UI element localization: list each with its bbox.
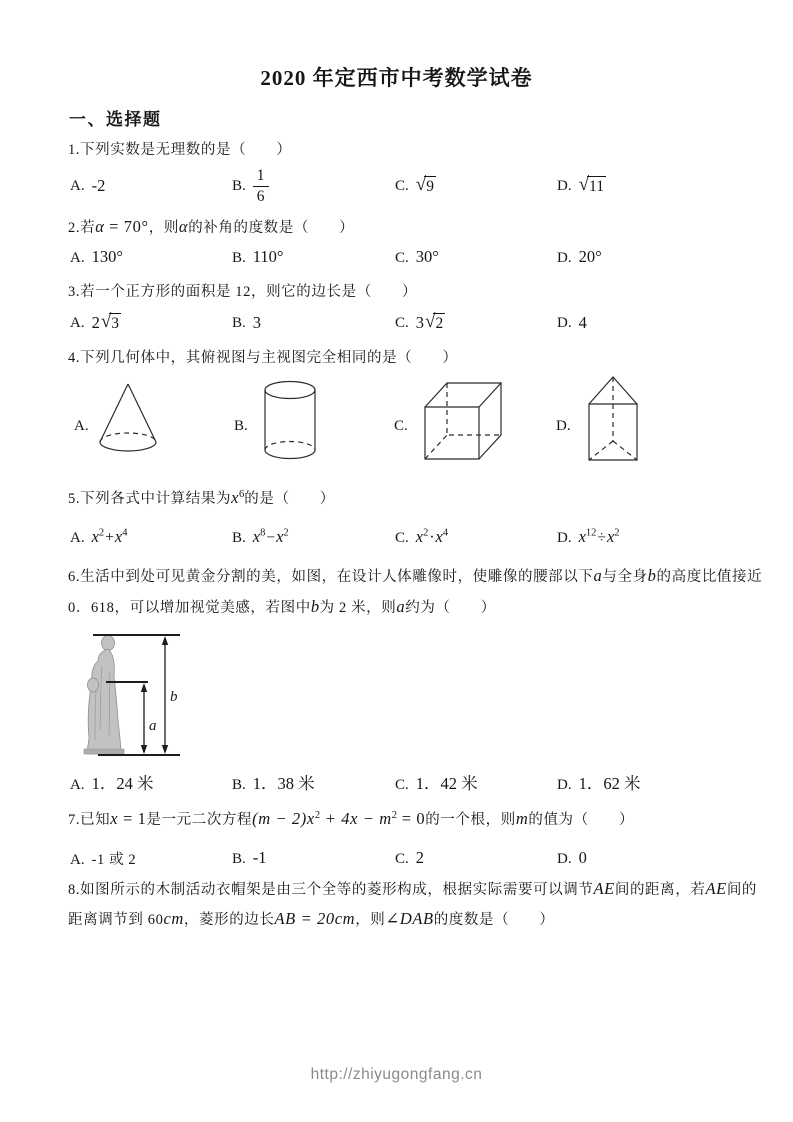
radical-sign: √ bbox=[100, 310, 112, 332]
radical-sign: √ bbox=[578, 173, 590, 195]
option-value bbox=[92, 527, 128, 547]
text-part: 间的 bbox=[726, 882, 758, 898]
option-b bbox=[232, 313, 395, 333]
arrowhead-up bbox=[141, 683, 147, 692]
operator: ÷ bbox=[597, 529, 606, 546]
question-1-text: 1.下列实数是无理数的是（ ） bbox=[68, 142, 292, 158]
exponent: 4 bbox=[442, 527, 449, 539]
exponent: 2 bbox=[614, 527, 620, 539]
question-8-text-line1 bbox=[68, 878, 757, 901]
math-var: AE bbox=[593, 879, 615, 898]
option-a bbox=[70, 310, 232, 333]
text-part: 约为（ ） bbox=[405, 600, 496, 616]
cylinder-figure bbox=[260, 379, 320, 463]
option-label: B. bbox=[232, 851, 246, 867]
math-expr: = 70° bbox=[104, 217, 149, 236]
math-var: α bbox=[178, 217, 189, 236]
option-label: D. bbox=[557, 177, 572, 194]
option-value: 1．38 米 bbox=[252, 774, 315, 793]
text-part: 与全身 bbox=[602, 569, 648, 585]
text-part: 7.已知 bbox=[68, 812, 111, 828]
section-heading: 一、选择题 bbox=[69, 110, 162, 129]
option-label: D. bbox=[557, 530, 572, 546]
option-b bbox=[232, 770, 395, 794]
radical-sign: √ bbox=[425, 310, 436, 332]
option-a bbox=[70, 247, 232, 267]
footer-watermark: http://zhiyugongfang.cn bbox=[310, 1066, 483, 1083]
text-part: 距离调节到 60 bbox=[68, 912, 164, 928]
cone-figure bbox=[92, 380, 164, 462]
square-root bbox=[415, 173, 436, 196]
exponent: 2 bbox=[283, 527, 289, 539]
question-5-options bbox=[70, 523, 620, 551]
option-value: -1 bbox=[252, 848, 267, 867]
option-label: C. bbox=[395, 177, 409, 194]
option-value: 0 bbox=[578, 848, 587, 867]
option-value bbox=[579, 527, 620, 547]
option-label: A. bbox=[70, 314, 85, 331]
question-6-text-line2 bbox=[68, 596, 496, 619]
square-root bbox=[578, 173, 606, 196]
statue-base bbox=[84, 749, 124, 754]
option-label: B. bbox=[232, 314, 246, 331]
exponent: 2 bbox=[314, 810, 321, 822]
exponent: 6 bbox=[239, 489, 245, 501]
option-label: C. bbox=[395, 530, 409, 546]
question-6-options bbox=[70, 770, 640, 794]
math-var: b bbox=[310, 597, 320, 616]
math-var: α bbox=[95, 217, 105, 236]
figure-label-c: C. bbox=[394, 418, 408, 434]
option-value: 3 bbox=[252, 313, 262, 332]
label-a: a bbox=[149, 718, 157, 734]
option-label: D. bbox=[557, 250, 572, 266]
option-c bbox=[395, 848, 557, 868]
math-var: m bbox=[515, 809, 529, 828]
radicand: 2 bbox=[435, 314, 444, 332]
option-d bbox=[557, 313, 587, 333]
text-part: 8.如图所示的木制活动衣帽架是由三个全等的菱形构成，根据实际需要可以调节 bbox=[68, 882, 594, 898]
square-root bbox=[425, 310, 445, 333]
option-value bbox=[415, 310, 445, 333]
option-c bbox=[395, 770, 557, 794]
text-part: 的度数是（ ） bbox=[433, 912, 555, 928]
option-label: C. bbox=[395, 314, 409, 331]
text-part: 的值为（ ） bbox=[528, 812, 635, 828]
math-var: x bbox=[606, 527, 615, 546]
question-4-figures bbox=[0, 372, 793, 472]
option-label: A. bbox=[70, 530, 85, 546]
option-c bbox=[395, 173, 557, 196]
radical-sign: √ bbox=[415, 173, 427, 195]
option-value: 20° bbox=[578, 247, 602, 266]
radicand: 3 bbox=[111, 314, 120, 332]
option-b bbox=[232, 166, 395, 206]
option-a bbox=[70, 176, 232, 196]
text-part: 间的距离，若 bbox=[614, 882, 706, 898]
question-1-options bbox=[70, 162, 606, 210]
option-value bbox=[91, 310, 121, 333]
question-7-options bbox=[70, 846, 587, 870]
arrowhead-up bbox=[162, 636, 168, 645]
exponent: 2 bbox=[423, 527, 429, 539]
math-var: a bbox=[396, 597, 406, 616]
option-label: C. bbox=[395, 777, 409, 793]
label-b: b bbox=[170, 689, 178, 705]
math-expr: (m − 2)x bbox=[252, 809, 315, 828]
figure-label-a: A. bbox=[74, 418, 89, 434]
math-var: AE bbox=[705, 879, 727, 898]
option-label: D. bbox=[557, 777, 572, 793]
option-b bbox=[232, 247, 395, 267]
math-expr: = 1 bbox=[118, 809, 147, 828]
square-root bbox=[100, 310, 121, 333]
text-part: ，则 bbox=[148, 220, 179, 236]
text-part: 是一元二次方程 bbox=[146, 812, 253, 828]
option-value: 2 bbox=[415, 848, 425, 867]
option-value: -2 bbox=[91, 176, 106, 195]
option-value: 1．24 米 bbox=[91, 774, 154, 793]
text-part: ，则 bbox=[355, 912, 386, 928]
option-value: 110° bbox=[252, 247, 284, 266]
question-3-text: 3.若一个正方形的面积是 12，则它的边长是（ ） bbox=[68, 284, 418, 300]
cube-figure bbox=[422, 379, 504, 461]
question-3-options bbox=[70, 305, 587, 341]
text-part: 2.若 bbox=[68, 220, 96, 236]
math-var: x bbox=[231, 488, 240, 507]
text-part: 5.下列各式中计算结果为 bbox=[68, 491, 232, 507]
arrowhead-down bbox=[162, 745, 168, 754]
option-value: 1．42 米 bbox=[415, 774, 478, 793]
option-d bbox=[557, 770, 640, 794]
option-c bbox=[395, 247, 557, 267]
operator: · bbox=[429, 529, 435, 546]
option-a bbox=[70, 527, 232, 547]
text-part: 为 2 米，则 bbox=[319, 600, 397, 616]
option-a bbox=[70, 770, 232, 794]
arrowhead-down bbox=[141, 745, 147, 754]
question-7-text bbox=[68, 808, 634, 831]
question-6-text-line1 bbox=[68, 565, 762, 588]
option-value: 130° bbox=[91, 247, 123, 266]
text-part: ，菱形的边长 bbox=[183, 912, 275, 928]
option-label: D. bbox=[557, 851, 572, 867]
option-b bbox=[232, 527, 395, 547]
page-title: 2020 年定西市中考数学试卷 bbox=[260, 66, 533, 90]
option-label: B. bbox=[232, 250, 246, 266]
option-label: C. bbox=[395, 250, 409, 266]
option-value: -1 或 2 bbox=[91, 851, 137, 868]
option-value: 4 bbox=[578, 313, 587, 332]
question-8-text-line2 bbox=[68, 908, 555, 931]
question-5-text bbox=[68, 487, 335, 510]
math-var: x bbox=[276, 527, 284, 546]
question-2-text bbox=[68, 216, 354, 239]
math-expr: AB = 20cm bbox=[274, 909, 356, 928]
exponent: 2 bbox=[98, 527, 105, 539]
option-label: A. bbox=[70, 250, 85, 266]
fraction bbox=[253, 166, 269, 206]
math-var: DAB bbox=[399, 909, 434, 928]
option-d bbox=[557, 173, 606, 196]
operator: − bbox=[266, 529, 276, 546]
operator: + bbox=[105, 529, 114, 546]
exponent: 4 bbox=[122, 527, 128, 539]
option-d bbox=[557, 848, 587, 868]
exponent: 2 bbox=[391, 810, 397, 822]
text-part: 的一个根，则 bbox=[425, 812, 516, 828]
math-var: a bbox=[593, 566, 603, 585]
option-label: D. bbox=[557, 314, 572, 331]
option-c bbox=[395, 310, 557, 333]
option-b bbox=[232, 848, 395, 868]
statue-body bbox=[87, 649, 121, 754]
coefficient: 3 bbox=[415, 312, 425, 332]
option-a bbox=[70, 848, 232, 869]
option-label: B. bbox=[232, 177, 246, 194]
figure-label-d: D. bbox=[556, 418, 571, 434]
exponent: 12 bbox=[585, 527, 597, 539]
option-label: A. bbox=[70, 777, 85, 793]
option-value: 1．62 米 bbox=[578, 774, 641, 793]
statue-figure bbox=[68, 628, 188, 763]
angle-sign: ∠ bbox=[385, 909, 400, 928]
text-part: 的高度比值接近 bbox=[656, 569, 763, 585]
radicand: 11 bbox=[589, 177, 604, 195]
text-part: 0．618，可以增加视觉美感，若图中 bbox=[68, 600, 311, 616]
question-2-options bbox=[70, 245, 602, 269]
figure-label-b: B. bbox=[234, 418, 248, 434]
radicand: 9 bbox=[426, 177, 434, 195]
option-c bbox=[395, 527, 557, 547]
math-var: x bbox=[114, 527, 123, 546]
math-var: x bbox=[435, 527, 443, 546]
math-var: x bbox=[252, 527, 261, 546]
option-label: A. bbox=[70, 177, 85, 194]
option-value: 30° bbox=[415, 247, 439, 266]
math-var: cm bbox=[163, 909, 184, 928]
text-part: 的是（ ） bbox=[244, 491, 335, 507]
math-var: x bbox=[91, 527, 99, 546]
math-var: b bbox=[647, 566, 657, 585]
option-label: B. bbox=[232, 530, 246, 546]
exponent: 8 bbox=[260, 527, 266, 539]
triangular-prism-figure bbox=[584, 373, 642, 465]
text-part: 6.生活中到处可见黄金分割的美，如图，在设计人体雕像时，使雕像的腰部以下 bbox=[68, 569, 594, 585]
math-var: x bbox=[415, 527, 424, 546]
math-expr: + 4x − m bbox=[320, 809, 392, 828]
fraction-numerator: 1 bbox=[253, 166, 269, 186]
option-label: C. bbox=[395, 851, 409, 867]
coefficient: 2 bbox=[91, 312, 100, 332]
option-d bbox=[557, 527, 620, 547]
math-var: x bbox=[578, 527, 586, 546]
statue-head bbox=[102, 636, 115, 651]
option-label: B. bbox=[232, 777, 246, 793]
question-4-text: 4.下列几何体中，其俯视图与主视图完全相同的是（ ） bbox=[68, 350, 458, 366]
math-var: x bbox=[110, 809, 119, 828]
option-label: A. bbox=[70, 851, 85, 868]
fraction-denominator: 6 bbox=[256, 187, 265, 205]
option-value bbox=[416, 527, 448, 547]
option-value bbox=[253, 527, 289, 547]
math-expr: = 0 bbox=[396, 809, 426, 828]
text-part: 的补角的度数是（ ） bbox=[188, 220, 355, 236]
statue-vessel bbox=[88, 678, 99, 692]
option-d bbox=[557, 247, 602, 267]
